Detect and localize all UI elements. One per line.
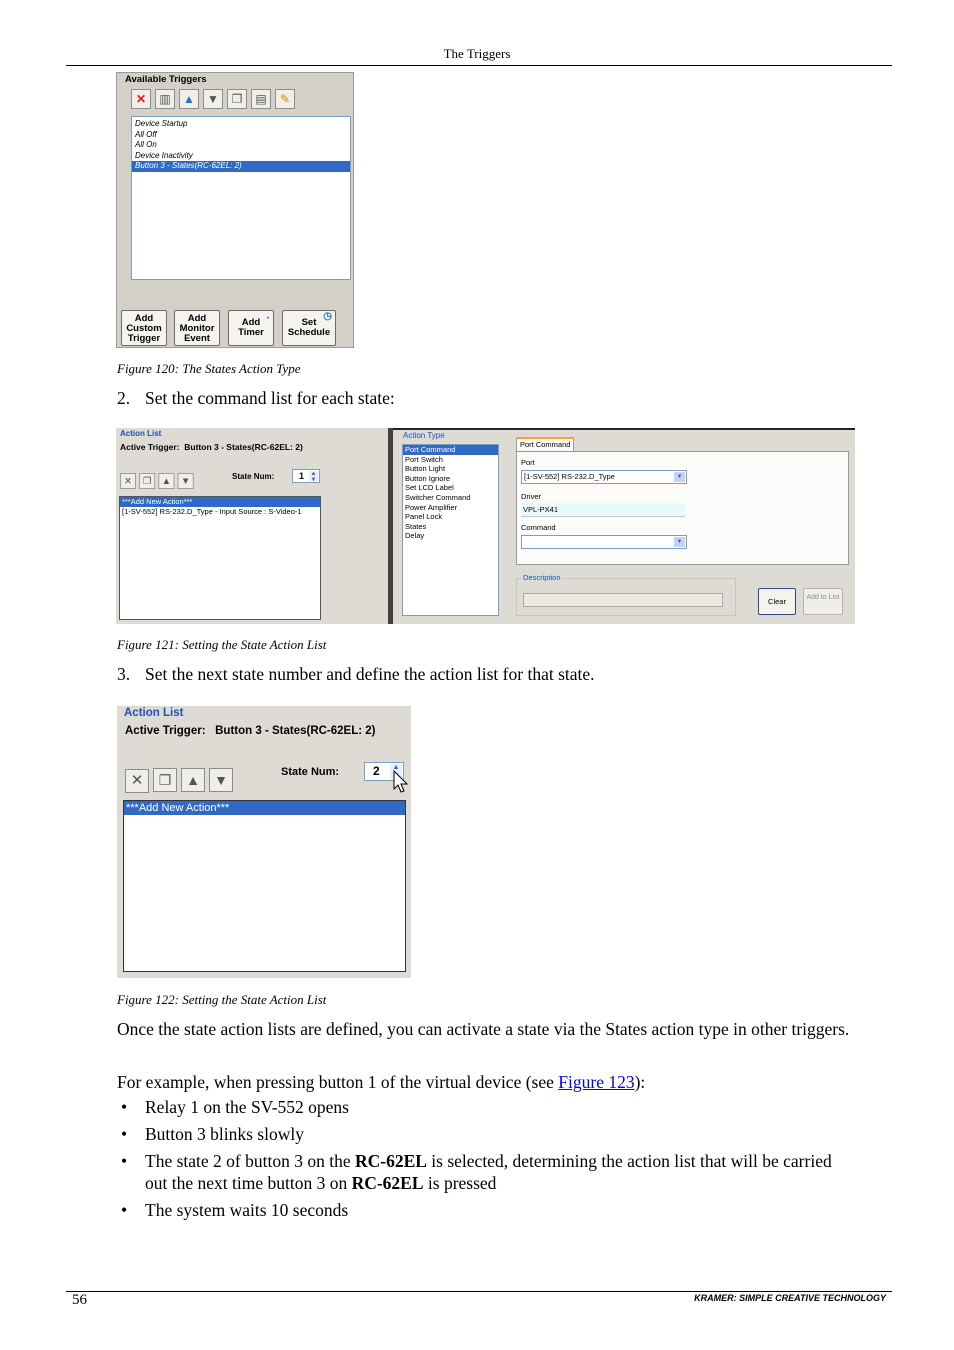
paste-icon[interactable]: ▤ [251, 89, 271, 109]
list-item[interactable]: Button Light [405, 464, 446, 474]
active-trigger-label: Active Trigger: [120, 442, 180, 452]
action-type-title: Action Type [403, 431, 445, 440]
button-line: Trigger [127, 333, 161, 344]
list-item[interactable]: Power Amplifier [405, 502, 458, 512]
active-trigger-value: Button 3 - States(RC-62EL: 2) [215, 725, 376, 737]
delete-icon[interactable]: ✕ [131, 89, 151, 109]
page-number: 56 [72, 1292, 87, 1308]
action-list-title: Action List [124, 707, 184, 719]
list-item[interactable]: [1-SV-552] RS-232.D_Type - Input Source : S-Video-1 [122, 507, 302, 516]
spin-arrows-icon[interactable]: ▲ ▼ [310, 471, 317, 483]
action-list-toolbar [120, 473, 197, 489]
state-action-list-screenshot [116, 428, 855, 624]
paragraph-text: For example, when pressing button 1 of the virtual device (see [117, 1072, 559, 1092]
page-header-title: The Triggers [443, 46, 511, 61]
copy-icon[interactable]: ❐ [153, 768, 177, 792]
add-monitor-event-button[interactable] [174, 310, 220, 346]
step-text: Set the command list for each state: [145, 388, 395, 408]
button-line: Custom [126, 323, 162, 334]
list-item-selected[interactable]: Button 3 - States(RC-62EL: 2) [132, 161, 350, 172]
list-item[interactable]: States [405, 521, 427, 531]
arrow-up-icon[interactable]: ▲ [179, 89, 199, 109]
list-item[interactable]: Set LCD Label [405, 483, 454, 493]
button-line: Add [134, 313, 154, 324]
available-triggers-title: Available Triggers [125, 74, 207, 85]
footer-rule [66, 1291, 892, 1292]
command-select[interactable] [521, 535, 687, 549]
arrow-down-icon[interactable]: ▼ [178, 473, 194, 489]
action-type-list [402, 444, 499, 616]
active-trigger [125, 725, 376, 737]
next-state-action-list-screenshot [117, 706, 411, 978]
active-trigger [120, 442, 303, 452]
state-num-label: State Num: [232, 472, 275, 481]
trash-icon[interactable]: ▥ [155, 89, 175, 109]
body-paragraph-2 [117, 1071, 862, 1093]
state-num-value: 2 [373, 764, 380, 778]
bullet-list [117, 1096, 857, 1226]
paragraph-text: ): [634, 1072, 646, 1092]
port-select[interactable] [521, 470, 687, 484]
port-label: Port [521, 458, 535, 467]
action-list [123, 800, 406, 972]
step-2 [117, 388, 395, 409]
chevron-down-icon[interactable]: ▼ [674, 537, 685, 547]
driver-field[interactable]: VPL-PX41 [521, 503, 685, 517]
list-item-selected[interactable]: ***Add New Action*** [120, 497, 320, 507]
button-line: Schedule [287, 327, 331, 338]
figure-120-caption: Figure 120: The States Action Type [117, 361, 301, 376]
figure-123-link[interactable]: Figure 123 [558, 1072, 635, 1092]
add-custom-trigger-button[interactable] [121, 310, 167, 346]
clear-button[interactable]: Clear [758, 588, 796, 615]
list-item: • The system waits 10 seconds [117, 1199, 857, 1221]
button-line: Add [241, 317, 261, 328]
state-num-value: 1 [299, 471, 305, 481]
button-line: Timer [238, 327, 264, 338]
list-item[interactable]: Button Ignore [405, 473, 451, 483]
chevron-down-icon[interactable]: ▼ [674, 472, 685, 482]
button-line: Set [301, 317, 317, 328]
bullet-text: is selected, determining the action list that will be carried out the next time button 3 on [145, 1151, 832, 1193]
active-trigger-value: Button 3 - States(RC-62EL: 2) [184, 442, 303, 452]
action-list [119, 496, 321, 620]
figure-121-caption: Figure 121: Setting the State Action List [117, 637, 327, 652]
arrow-up-icon[interactable]: ▲ [181, 768, 205, 792]
bullet-bold-text: RC-62EL [351, 1173, 424, 1193]
list-item: • Relay 1 on the SV-552 opens [117, 1096, 857, 1118]
list-item[interactable]: Device Inactivity [135, 150, 193, 160]
pencil-icon[interactable]: ✎ [275, 89, 295, 109]
list-item[interactable]: Switcher Command [405, 492, 471, 502]
button-line: Add [187, 313, 207, 324]
spin-arrows-icon[interactable]: ▲ [390, 764, 402, 779]
bullet-text: The state 2 of button 3 on the [145, 1151, 355, 1171]
footer-brand: KRAMER: SIMPLE CREATIVE TECHNOLOGY [694, 1293, 886, 1303]
step-number: 3. [117, 664, 131, 684]
port-value: [1-SV-552] RS-232.D_Type [524, 472, 615, 481]
triggers-list [131, 116, 351, 280]
body-paragraph-1: Once the state action lists are defined, you can activate a state via the States action type in other triggers. [117, 1019, 850, 1039]
add-timer-button[interactable] [228, 310, 274, 346]
command-label: Command [521, 523, 556, 532]
action-list-panel [116, 428, 388, 624]
list-item[interactable]: Port Switch [405, 454, 443, 464]
list-item[interactable]: Delay [405, 531, 425, 541]
clock-icon: ◷ [323, 311, 332, 322]
step-text: Set the next state number and define the action list for that state. [145, 664, 595, 684]
add-to-list-button[interactable]: Add to List [803, 588, 843, 615]
set-schedule-button[interactable] [282, 310, 336, 346]
timer-icon: ◔ [264, 313, 270, 323]
bullet-text: is pressed [423, 1173, 497, 1193]
list-item[interactable]: All On [135, 140, 157, 149]
state-num-stepper[interactable] [292, 469, 320, 483]
step-number: 2. [117, 388, 131, 408]
port-command-tab-panel [516, 451, 849, 565]
list-item[interactable]: All Off [135, 129, 157, 139]
delete-icon[interactable]: ✕ [120, 473, 136, 489]
delete-icon[interactable]: ✕ [125, 769, 149, 793]
description-label: Description [523, 573, 561, 582]
action-type-panel [393, 428, 855, 624]
tab-port-command[interactable]: Port Command [516, 437, 574, 451]
bullet-bold-text: RC-62EL [354, 1151, 427, 1171]
triggers-toolbar [131, 89, 299, 109]
arrow-down-icon[interactable]: ▼ [203, 89, 223, 109]
button-line: Monitor [179, 323, 215, 334]
available-triggers-screenshot [116, 72, 354, 348]
list-item [117, 1150, 857, 1194]
arrow-down-icon[interactable]: ▼ [209, 768, 233, 792]
list-item: • Button 3 blinks slowly [117, 1123, 857, 1145]
action-list-toolbar [125, 768, 237, 793]
figure-122-caption: Figure 122: Setting the State Action List [117, 992, 327, 1007]
header-rule [66, 65, 892, 66]
description-group [516, 573, 736, 616]
list-item-selected[interactable]: Port Command [403, 445, 498, 455]
active-trigger-label: Active Trigger: [125, 725, 206, 737]
description-input[interactable] [523, 593, 723, 607]
action-list-title: Action List [120, 429, 162, 438]
button-line: Event [184, 333, 210, 344]
list-item[interactable]: Panel Lock [405, 512, 443, 522]
list-item-selected[interactable]: ***Add New Action*** [124, 801, 405, 815]
list-item[interactable]: Device Startup [135, 119, 188, 128]
mouse-cursor-icon [393, 770, 409, 794]
copy-icon[interactable]: ❐ [139, 473, 155, 489]
step-3 [117, 664, 595, 685]
driver-label: Driver [521, 492, 541, 501]
arrow-up-icon[interactable]: ▲ [158, 473, 174, 489]
trigger-buttons-row [121, 310, 351, 348]
copy-icon[interactable]: ❐ [227, 89, 247, 109]
state-num-label: State Num: [281, 766, 340, 778]
